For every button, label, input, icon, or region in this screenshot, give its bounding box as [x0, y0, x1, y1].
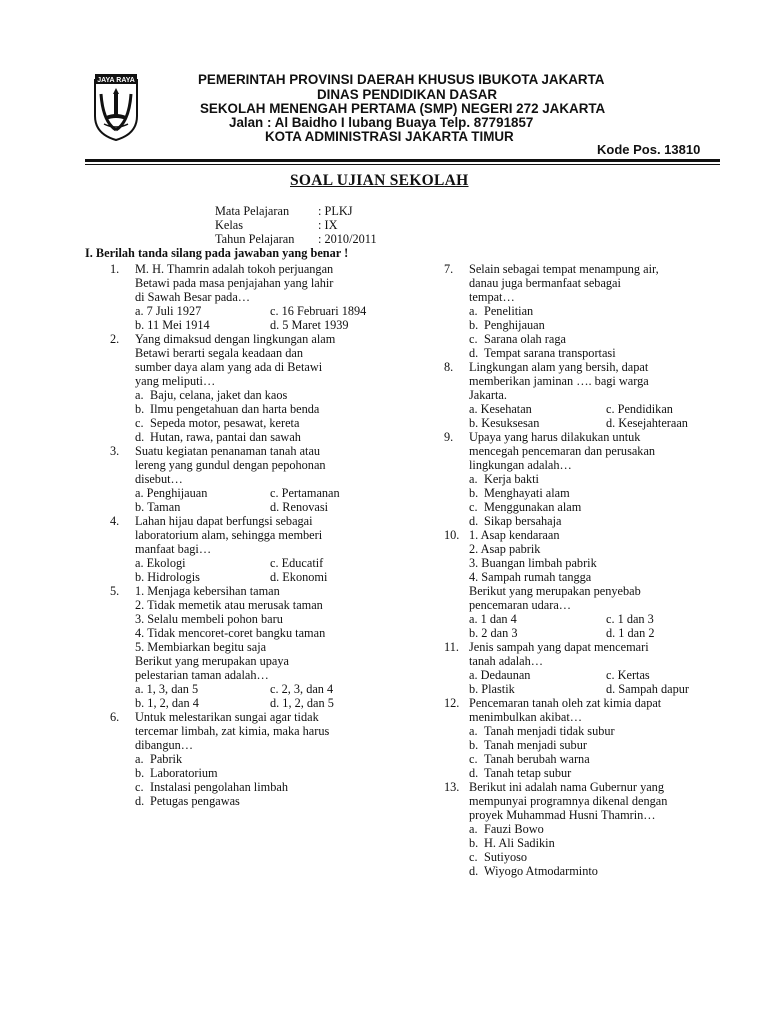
option-text: Sarana olah raga	[484, 332, 566, 346]
answer-option[interactable]: d. 1, 2, dan 5	[270, 696, 334, 710]
header-rule-thin	[85, 164, 720, 165]
question-number: 7.	[444, 262, 454, 276]
answer-option-row	[110, 500, 430, 514]
answer-option[interactable]: b. Kesuksesan	[469, 416, 540, 430]
option-letter: b.	[135, 766, 145, 780]
question-text-line: mencegah pencemaran dan perusakan	[469, 444, 656, 458]
option-text: Baju, celana, jaket dan kaos	[150, 388, 288, 402]
meta-label: Mata Pelajaran	[215, 204, 290, 218]
answer-option[interactable]	[444, 836, 744, 850]
question-text-line: memberikan jaminan …. bagi warga	[469, 374, 649, 388]
option-letter: d.	[135, 794, 145, 808]
option-letter: c.	[469, 332, 478, 346]
header-line-city: KOTA ADMINISTRASI JAKARTA TIMUR	[265, 129, 514, 144]
answer-option[interactable]	[444, 346, 744, 360]
option-text: Hutan, rawa, pantai dan sawah	[150, 430, 301, 444]
question-number: 10.	[444, 528, 460, 542]
question-text-line: proyek Muhammad Husni Thamrin…	[469, 808, 656, 822]
option-text: Laboratorium	[150, 766, 218, 780]
question-text-line: Betawi pada masa penjajahan yang lahir	[135, 276, 334, 290]
answer-option[interactable]: b. Plastik	[469, 682, 515, 696]
answer-option[interactable]: d. 5 Maret 1939	[270, 318, 349, 332]
question-number: 9.	[444, 430, 454, 444]
option-text: Penghijauan	[484, 318, 545, 332]
option-text: Sepeda motor, pesawat, kereta	[150, 416, 300, 430]
question-text-line: Selain sebagai tempat menampung air,	[469, 262, 659, 276]
meta-value: : 2010/2011	[318, 232, 377, 246]
answer-option[interactable]	[110, 780, 430, 794]
answer-option[interactable]	[110, 388, 430, 402]
question-text-line: 1. Menjaga kebersihan taman	[135, 584, 280, 598]
option-letter: d.	[469, 346, 479, 360]
meta-value: : IX	[318, 218, 338, 232]
option-letter: d.	[469, 864, 479, 878]
option-letter: c.	[135, 416, 144, 430]
option-text: Ilmu pengetahuan dan harta benda	[150, 402, 320, 416]
option-letter: b.	[469, 836, 479, 850]
option-text: Tanah berubah warna	[484, 752, 590, 766]
question-text-line: laboratorium alam, sehingga memberi	[135, 528, 323, 542]
answer-option[interactable]: a. Penghijauan	[135, 486, 208, 500]
answer-option[interactable]	[110, 416, 430, 430]
option-text: Petugas pengawas	[150, 794, 240, 808]
question-text-line: Upaya yang harus dilakukan untuk	[469, 430, 641, 444]
answer-option[interactable]	[444, 486, 744, 500]
option-text: Tanah tetap subur	[484, 766, 572, 780]
question-item	[444, 360, 744, 430]
answer-option[interactable]: a. 1, 3, dan 5	[135, 682, 199, 696]
option-letter: d.	[469, 766, 479, 780]
question-text-line: Suatu kegiatan penanaman tanah atau	[135, 444, 321, 458]
question-text-line: 3. Selalu membeli pohon baru	[135, 612, 283, 626]
header-line-school: SEKOLAH MENENGAH PERTAMA (SMP) NEGERI 272 JAKARTA	[200, 101, 606, 116]
question-text-line: 4. Sampah rumah tangga	[469, 570, 592, 584]
option-text: Penelitian	[484, 304, 534, 318]
question-item	[444, 640, 744, 696]
question-text-line: 5. Membiarkan begitu saja	[135, 640, 267, 654]
question-text-line: Yang dimaksud dengan lingkungan alam	[135, 332, 336, 346]
answer-option[interactable]: b. 11 Mei 1914	[135, 318, 210, 332]
option-text: Instalasi pengolahan limbah	[150, 780, 288, 794]
question-text-line: dibangun…	[135, 738, 194, 752]
question-text-line: pencemaran udara…	[469, 598, 572, 612]
answer-option[interactable]	[444, 514, 744, 528]
answer-option[interactable]: b. Taman	[135, 500, 181, 514]
option-letter: a.	[469, 724, 478, 738]
question-text-line: menimbulkan akibat…	[469, 710, 583, 724]
question-text-line: Berikut yang merupakan upaya	[135, 654, 289, 668]
option-text: Sikap bersahaja	[484, 514, 562, 528]
header-line-address: Jalan : Al Baidho I lubang Buaya Telp. 87791857	[229, 115, 534, 130]
question-number: 2.	[110, 332, 120, 346]
question-text-line: di Sawah Besar pada…	[135, 290, 251, 304]
option-text: Kerja bakti	[484, 472, 539, 486]
question-item	[444, 430, 744, 528]
question-text-line: Berikut yang merupakan penyebab	[469, 584, 641, 598]
question-text-line: mempunyai programnya dikenal dengan	[469, 794, 668, 808]
answer-option[interactable]: a. 7 Juli 1927	[135, 304, 202, 318]
question-text-line: disebut…	[135, 472, 183, 486]
answer-option[interactable]	[444, 864, 744, 878]
answer-option[interactable]	[444, 822, 744, 836]
answer-option-row	[444, 682, 744, 696]
question-column-right	[444, 262, 744, 878]
answer-option[interactable]: d. Ekonomi	[270, 570, 328, 584]
answer-option[interactable]: d. 1 dan 2	[606, 626, 655, 640]
option-letter: b.	[469, 486, 479, 500]
question-item	[444, 780, 744, 878]
answer-option[interactable]: b. 2 dan 3	[469, 626, 518, 640]
answer-option[interactable]	[444, 472, 744, 486]
question-text-line: M. H. Thamrin adalah tokoh perjuangan	[135, 262, 334, 276]
question-item	[110, 444, 430, 514]
answer-option[interactable]: b. 1, 2, dan 4	[135, 696, 199, 710]
question-text-line: Berikut ini adalah nama Gubernur yang	[469, 780, 664, 794]
question-text-line: sumber daya alam yang ada di Betawi	[135, 360, 323, 374]
answer-option[interactable]: d. Sampah dapur	[606, 682, 689, 696]
instruction: I. Berilah tanda silang pada jawaban yang benar !	[85, 246, 349, 260]
answer-option[interactable]: d. Kesejahteraan	[606, 416, 688, 430]
option-letter: b.	[469, 318, 479, 332]
answer-option-row	[444, 612, 744, 626]
answer-option[interactable]: a. 1 dan 4	[469, 612, 517, 626]
jakarta-emblem	[92, 72, 140, 142]
question-text-line: Pencemaran tanah oleh zat kimia dapat	[469, 696, 662, 710]
answer-option[interactable]: b. Hidrologis	[135, 570, 200, 584]
option-letter: a.	[135, 752, 144, 766]
option-text: Tanah menjadi tidak subur	[484, 724, 615, 738]
answer-option[interactable]: c. 16 Februari 1894	[270, 304, 367, 318]
question-text-line: tercemar limbah, zat kimia, maka harus	[135, 724, 330, 738]
option-text: Tempat sarana transportasi	[484, 346, 616, 360]
answer-option[interactable]	[444, 304, 744, 318]
answer-option[interactable]	[444, 738, 744, 752]
answer-option-row	[444, 416, 744, 430]
question-text-line: 2. Tidak memetik atau merusak taman	[135, 598, 323, 612]
answer-option-row	[444, 402, 744, 416]
question-number: 8.	[444, 360, 454, 374]
question-text-line: Lingkungan alam yang bersih, dapat	[469, 360, 649, 374]
question-number: 6.	[110, 710, 120, 724]
question-number: 4.	[110, 514, 120, 528]
answer-option-row	[444, 626, 744, 640]
question-text-line: lereng yang gundul dengan pepohonan	[135, 458, 326, 472]
question-item	[110, 584, 430, 710]
answer-option[interactable]	[444, 500, 744, 514]
answer-option-row	[110, 696, 430, 710]
answer-option[interactable]	[444, 752, 744, 766]
question-text-line: yang meliputi…	[135, 374, 216, 388]
question-text-line: danau juga bermanfaat sebagai	[469, 276, 621, 290]
question-text-line: Betawi berarti segala keadaan dan	[135, 346, 303, 360]
question-item	[110, 262, 430, 332]
question-number: 1.	[110, 262, 120, 276]
answer-option[interactable]	[110, 766, 430, 780]
meta-label: Kelas	[215, 218, 243, 232]
question-item	[110, 710, 430, 808]
header-rule-thick	[85, 159, 720, 162]
question-text-line: Untuk melestarikan sungai agar tidak	[135, 710, 319, 724]
option-letter: a.	[469, 304, 478, 318]
option-letter: a.	[469, 472, 478, 486]
answer-option[interactable]: d. Renovasi	[270, 500, 329, 514]
answer-option[interactable]: c. Pendidikan	[606, 402, 673, 416]
question-number: 5.	[110, 584, 120, 598]
answer-option[interactable]: c. Pertamanan	[270, 486, 340, 500]
option-letter: b.	[469, 738, 479, 752]
option-letter: d.	[135, 430, 145, 444]
question-text-line: Jenis sampah yang dapat mencemari	[469, 640, 649, 654]
header-line-department: DINAS PENDIDIKAN DASAR	[317, 87, 498, 102]
answer-option[interactable]: a. Ekologi	[135, 556, 186, 570]
question-text-line: 1. Asap kendaraan	[469, 528, 560, 542]
option-letter: c.	[469, 500, 478, 514]
answer-option[interactable]: c. 1 dan 3	[606, 612, 654, 626]
question-number: 11.	[444, 640, 459, 654]
answer-option[interactable]	[444, 766, 744, 780]
option-text: Pabrik	[150, 752, 183, 766]
answer-option[interactable]: a. Kesehatan	[469, 402, 532, 416]
answer-option[interactable]: c. Educatif	[270, 556, 324, 570]
answer-option[interactable]	[110, 402, 430, 416]
answer-option-row	[110, 570, 430, 584]
answer-option[interactable]	[444, 318, 744, 332]
answer-option-row	[110, 556, 430, 570]
question-item	[444, 528, 744, 640]
option-letter: c.	[469, 850, 478, 864]
option-letter: a.	[135, 388, 144, 402]
question-item	[444, 262, 744, 360]
option-text: Wiyogo Atmodarminto	[484, 864, 598, 878]
answer-option[interactable]	[110, 752, 430, 766]
option-letter: a.	[469, 822, 478, 836]
question-text-line: manfaat bagi…	[135, 542, 212, 556]
question-text-line: tempat…	[469, 290, 515, 304]
answer-option-row	[110, 486, 430, 500]
option-text: Sutiyoso	[484, 850, 528, 864]
question-text-line: tanah adalah…	[469, 654, 544, 668]
option-text: Fauzi Bowo	[484, 822, 544, 836]
answer-option[interactable]: a. Dedaunan	[469, 668, 531, 682]
answer-option[interactable]	[444, 724, 744, 738]
answer-option-row	[110, 304, 430, 318]
answer-option[interactable]	[110, 430, 430, 444]
question-item	[110, 514, 430, 584]
question-item	[444, 696, 744, 780]
option-letter: c.	[135, 780, 144, 794]
header-line-government: PEMERINTAH PROVINSI DAERAH KHUSUS IBUKOTA JAKARTA	[198, 72, 605, 87]
meta-label: Tahun Pelajaran	[215, 232, 295, 246]
option-letter: d.	[469, 514, 479, 528]
option-letter: b.	[135, 402, 145, 416]
answer-option[interactable]	[110, 794, 430, 808]
question-number: 12.	[444, 696, 460, 710]
question-text-line: Lahan hijau dapat berfungsi sebagai	[135, 514, 313, 528]
answer-option[interactable]: c. 2, 3, dan 4	[270, 682, 334, 696]
meta-value: : PLKJ	[318, 204, 353, 218]
question-number: 3.	[110, 444, 120, 458]
question-text-line: lingkungan adalah…	[469, 458, 572, 472]
option-text: Tanah menjadi subur	[484, 738, 587, 752]
question-text-line: Jakarta.	[469, 388, 507, 402]
question-text-line: pelestarian taman adalah…	[135, 668, 269, 682]
answer-option-row	[110, 318, 430, 332]
answer-option-row	[110, 682, 430, 696]
answer-option-row	[444, 668, 744, 682]
option-text: Menghayati alam	[484, 486, 570, 500]
question-text-line: 2. Asap pabrik	[469, 542, 541, 556]
question-text-line: 4. Tidak mencoret-coret bangku taman	[135, 626, 326, 640]
question-number: 13.	[444, 780, 460, 794]
option-text: H. Ali Sadikin	[484, 836, 555, 850]
question-text-line: 3. Buangan limbah pabrik	[469, 556, 597, 570]
option-text: Menggunakan alam	[484, 500, 582, 514]
option-letter: c.	[469, 752, 478, 766]
answer-option[interactable]	[444, 332, 744, 346]
exam-title: SOAL UJIAN SEKOLAH	[290, 172, 469, 189]
question-item	[110, 332, 430, 444]
emblem-banner-text: JAYA RAYA	[97, 77, 135, 84]
answer-option[interactable]	[444, 850, 744, 864]
postal-code: Kode Pos. 13810	[597, 142, 701, 157]
question-column-left	[110, 262, 430, 808]
answer-option[interactable]: c. Kertas	[606, 668, 650, 682]
